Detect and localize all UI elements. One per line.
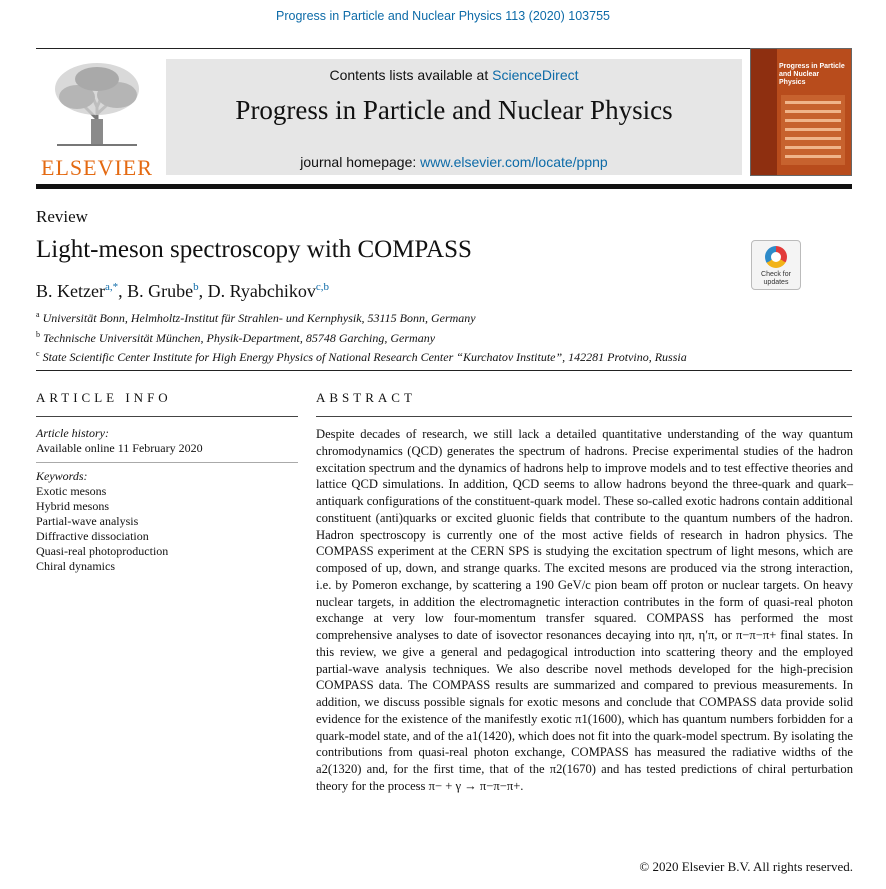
keywords [36, 469, 168, 574]
author-marks[interactable]: b [193, 281, 199, 293]
keywords-label: Keywords: [36, 469, 88, 483]
keyword-item: Exotic mesons [36, 484, 107, 498]
abstract-heading: ABSTRACT [316, 390, 416, 405]
crossmark-icon [765, 246, 787, 268]
keyword-item: Partial-wave analysis [36, 514, 139, 528]
affiliations [36, 307, 687, 366]
sciencedirect-link[interactable]: ScienceDirect [492, 67, 579, 83]
affiliation-mark: b [36, 329, 40, 339]
info-rule [36, 416, 298, 417]
affiliation-item [36, 346, 687, 366]
author-marks[interactable]: a,* [104, 281, 119, 293]
keyword-item: Quasi-real photoproduction [36, 544, 169, 558]
article-info-heading: ARTICLE INFO [36, 390, 172, 405]
cover-title: Progress in Particle and Nuclear Physics [779, 63, 845, 86]
keyword-item: Chiral dynamics [36, 559, 115, 573]
affiliation-mark: c [36, 349, 40, 358]
contents-prefix: Contents lists available at [329, 67, 493, 83]
affiliation-text: Technische Universität München, Physik-Department, 85748 Garching, Germany [43, 330, 436, 345]
journal-title: Progress in Particle and Nuclear Physics [235, 95, 673, 125]
keyword-item: Diffractive dissociation [36, 529, 149, 543]
check-for-updates-button[interactable] [751, 240, 801, 290]
author-name[interactable]: B. Grube [127, 281, 194, 301]
copyright-line: © 2020 Elsevier B.V. All rights reserved. [639, 859, 853, 874]
contents-line [166, 67, 742, 83]
journal-banner [166, 59, 742, 175]
elsevier-tree-icon [47, 59, 147, 147]
elsevier-logo[interactable] [36, 59, 158, 180]
author-marks[interactable]: c,b [315, 281, 330, 293]
keyword-item: Hybrid mesons [36, 499, 109, 513]
homepage-line [166, 154, 742, 170]
author-name[interactable]: B. Ketzer [36, 281, 105, 301]
paper-title: Light-meson spectroscopy with COMPASS [36, 236, 472, 263]
author-name[interactable]: D. Ryabchikov [207, 281, 316, 301]
affiliation-text: Universität Bonn, Helmholtz-Institut für Strahlen- und Kernphysik, 53115 Bonn, Germany [42, 311, 476, 325]
affiliation-text: State Scientific Center Institute for High Energy Physics of National Research Center “Kurchatov Institute”, 142281 Protvino, Russia [42, 350, 687, 364]
header-rule [36, 48, 758, 49]
article-history [36, 426, 203, 456]
affiliation-item [36, 327, 687, 347]
abstract-rule [316, 416, 852, 417]
history-value: Available online 11 February 2020 [36, 441, 203, 455]
abstract-paragraph: Despite decades of research, we still lack a detailed quantitative understanding of the way quantum chromodynamics (QCD) generates the spectrum of hadrons. Precise experimental studies of the hadron excitation spectrum and the dynamics of hadrons help to improve models and to test effective theories and lattice QCD simulations. In addition, QCD seems to allow hadrons beyond the three-quark and quark–antiquark configurations of the constituent-quark model. These so-called exotic hadrons contain additional constituent (anti)quarks or excited gluonic fields that contribute to the quantum numbers of the hadron. Hadron spectroscopy is currently one of the most active fields of research in hadron physics. The COMPASS experiment at the CERN SPS is studying the excitation spectrum of light mesons, which are composed of up, down, and strange quarks. The excited mesons are produced via the strong interaction, i.e. by Pomeron exchange, by scattering a 190 GeV/c pion beam off proton or nuclear targets. On heavy nuclear targets, in addition the electromagnetic interaction contributes in the form of quasi-real photon exchange at very low four-momentum transfer squared. COMPASS has performed the most comprehensive analyses to date of isovector resonances decaying into ηπ, η′π, or π−π−π+ final states. In this review, we give a general and pedagogical introduction into scattering theory and the employed partial-wave analysis techniques. We also describe novel methods developed for the high-precision COMPASS data. The COMPASS results are summarized and compared to previous measurements. In addition, we discuss possible signals for exotic mesons and conclude that COMPASS data provide solid evidence for the existence of the manifestly exotic π1(1600), which has quantum numbers forbidden for a quark-model state, and of the a1(1420), which does not fit into the quark-model spectrum. By isolating the contributions from quasi-real photon exchange, COMPASS has measured the radiative widths of the a2(1320) and, for the first time, that of the π2(1670) and has tested predictions of chiral perturbation theory for the process π− + γ → π−π−π+. [316, 427, 853, 793]
history-label: Article history: [36, 426, 109, 440]
elsevier-logo-text: ELSEVIER [41, 155, 153, 180]
check-for-updates-label: Check for updates [761, 271, 791, 286]
affiliation-mark: a [36, 310, 40, 319]
affiliation-item [36, 307, 687, 327]
article-type: Review [36, 207, 88, 226]
homepage-prefix: journal homepage: [300, 154, 421, 170]
section-rule [36, 370, 852, 371]
journal-citation[interactable]: Progress in Particle and Nuclear Physics 113 (2020) 103755 [276, 9, 610, 23]
author-list: B. Ketzer$^{a,*}$, B. Grube$^b$, D. Ryabchikov$^{c,b}$ [36, 281, 330, 301]
cover-strip [751, 49, 777, 176]
journal-cover-image[interactable] [750, 48, 852, 176]
thick-rule [36, 184, 852, 189]
homepage-link[interactable]: www.elsevier.com/locate/ppnp [420, 154, 608, 170]
cover-contents-box [781, 95, 845, 165]
info-divider [36, 462, 298, 463]
